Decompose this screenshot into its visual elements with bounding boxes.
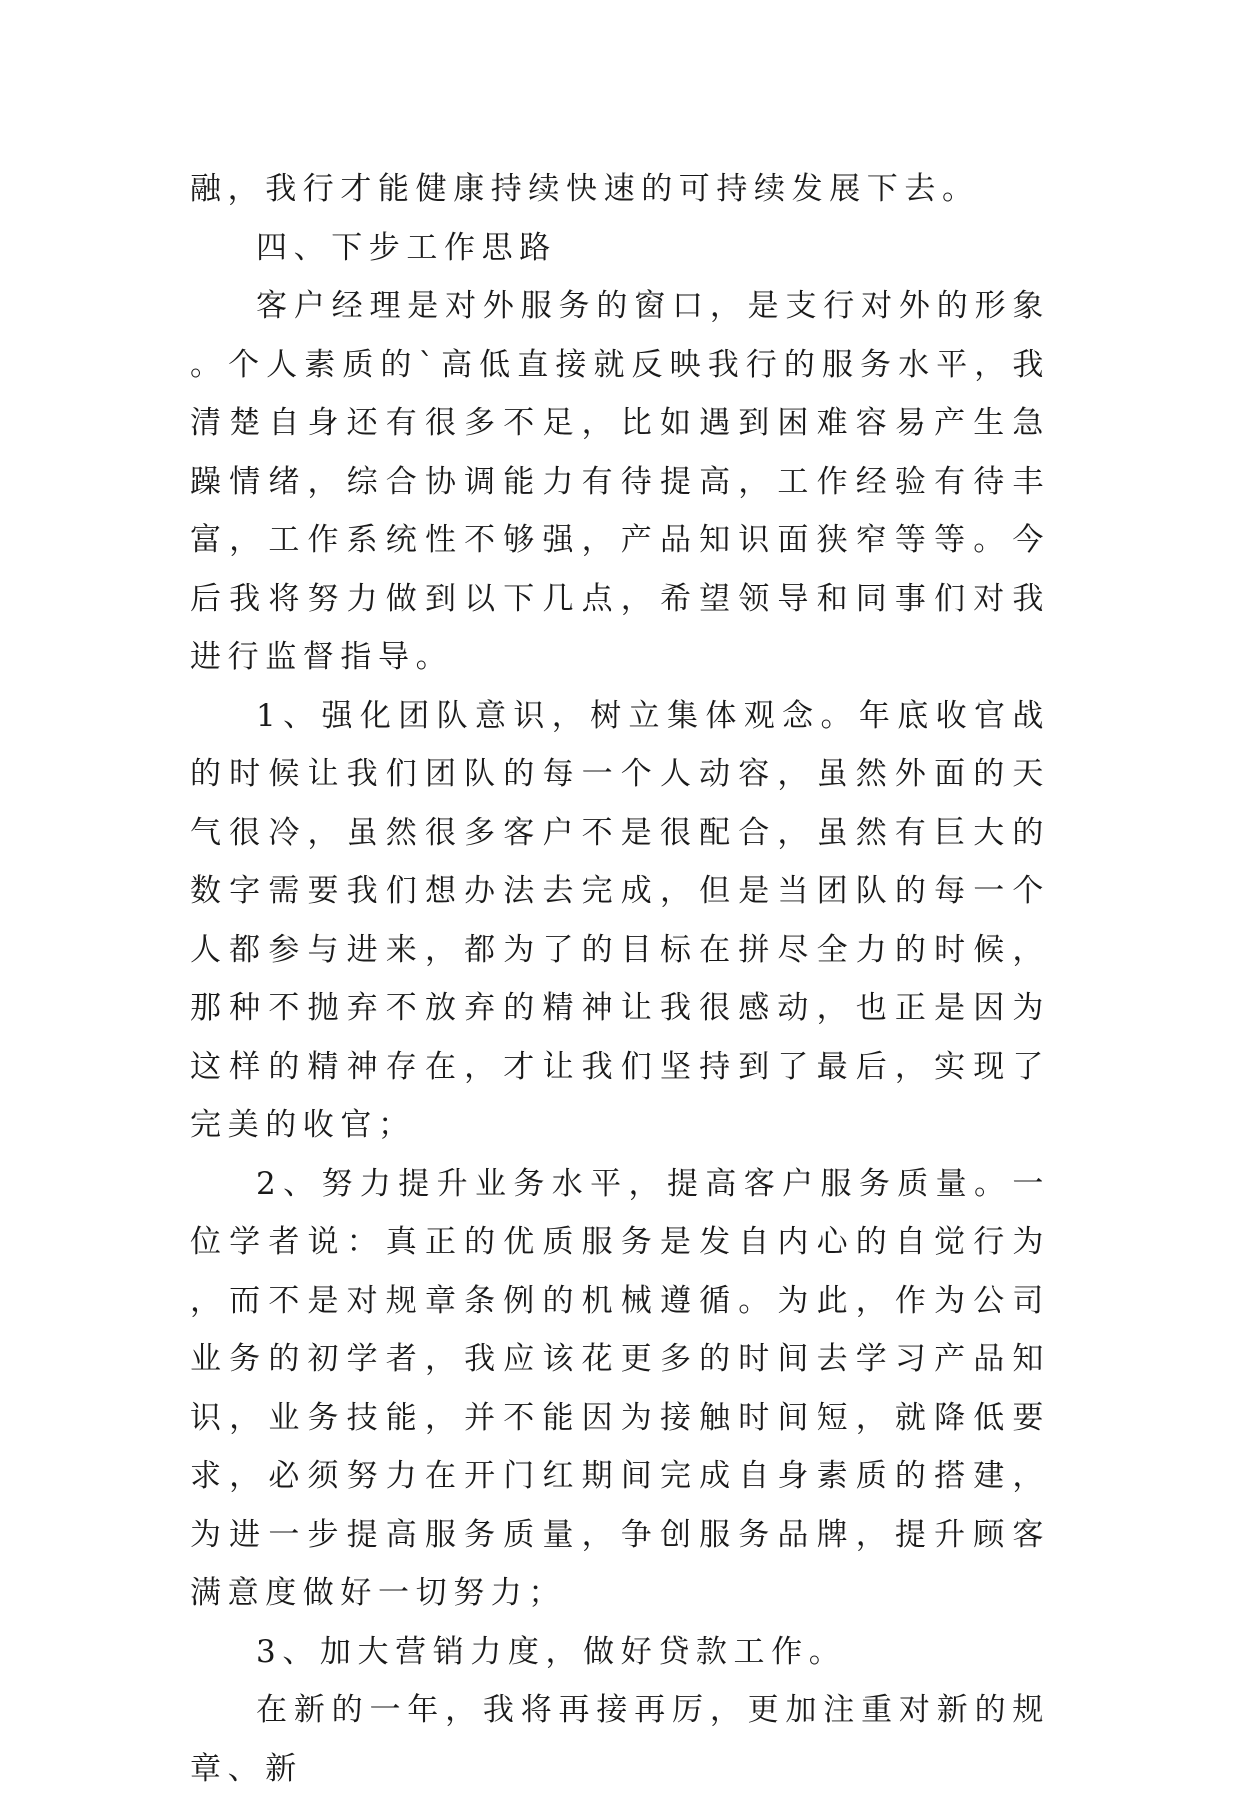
list-item-3: 3、加大营销力度，做好贷款工作。	[256, 1633, 847, 1670]
paragraph-intro: 客户经理是对外服务的窗口，是支行对外的形象。个人素质的`高低直接就反映我行的服务水平，我清楚自身还有很多不足，比如遇到困难容易产生急躁情绪，综合协调能力有待提高，工作经验有待丰富，工作系统性不够强，产品知识面狭窄等等。今后我将努力做到以下几点，希望领导和同事们对我进行监督指导。	[190, 288, 1050, 675]
paragraph-closing: 在新的一年，我将再接再厉，更加注重对新的规章、新	[190, 1692, 1050, 1787]
paragraph-continuation: 融，我行才能健康持续快速的可持续发展下去。	[190, 171, 980, 207]
list-item-2: 2、努力提升业务水平，提高客户服务质量。一位学者说：真正的优质服务是发自内心的自觉行为，而不是对规章条例的机械遵循。为此，作为公司业务的初学者，我应该花更多的时间去学习产品知识，业务技能，并不能因为接触时间短，就降低要求，必须努力在开门红期间完成自身素质的搭建，为进一步提高服务质量，争创服务品牌，提升顾客满意度做好一切努力；	[190, 1165, 1050, 1611]
section-heading: 四、下步工作思路	[256, 229, 557, 266]
list-item-1: 1、强化团队意识，树立集体观念。年底收官战的时候让我们团队的每一个人动容，虽然外面的天气很冷，虽然很多客户不是很配合，虽然有巨大的数字需要我们想办法去完成，但是当团队的每一个人都参与进来，都为了的目标在拼尽全力的时候，那种不抛弃不放弃的精神让我很感动，也正是因为这样的精神存在，才让我们坚持到了最后，实现了完美的收官；	[190, 697, 1050, 1143]
document-body	[190, 160, 1050, 1798]
